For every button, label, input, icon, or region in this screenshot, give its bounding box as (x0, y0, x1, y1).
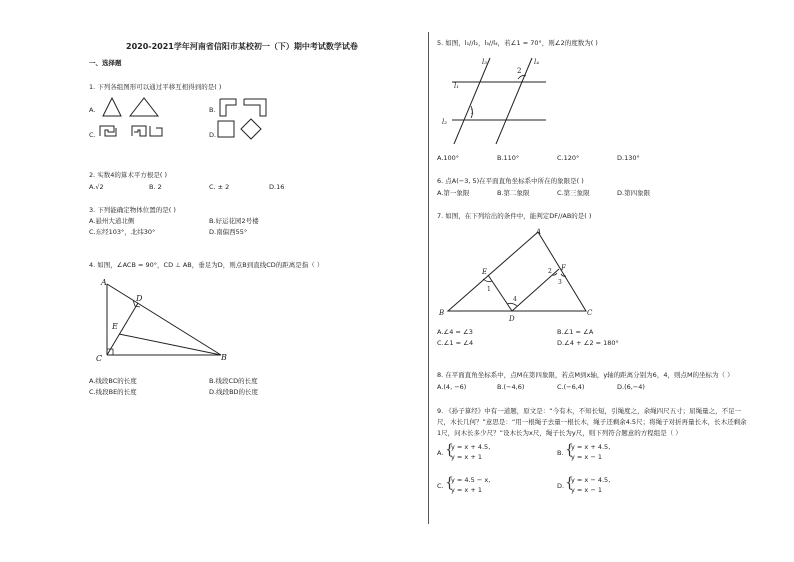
q4-label-e: E (112, 322, 118, 331)
q9-c-brace: { (445, 475, 454, 491)
q1-figure-d (216, 118, 266, 142)
q9-c-eq1: y = 4.5 − x, (451, 476, 491, 484)
q9-option-c[interactable]: C. (437, 482, 444, 490)
q9-b-eq1: y = x + 4.5, (571, 443, 611, 451)
q7-option-c[interactable]: C.∠1 = ∠4 (437, 339, 474, 347)
q9-line2: 尺，木长几何？”意思是：“用一根绳子去量一根长木，绳子还剩余4.5尺；将绳子对折再量长木，长木还剩余 (437, 418, 747, 426)
q7-figure (437, 226, 607, 324)
q6-option-a[interactable]: A.第一象限 (437, 189, 470, 197)
q7-option-d[interactable]: D.∠4 + ∠2 = 180° (557, 339, 619, 347)
q7-label-e: E (482, 268, 488, 276)
q6-option-c[interactable]: C.第三象限 (557, 189, 590, 197)
q6-option-b[interactable]: B.第二象限 (497, 189, 530, 197)
q9-d-eq2: y = x − 1 (571, 486, 602, 494)
q4-option-b[interactable]: B.线段CD的长度 (209, 377, 258, 385)
q5-option-d[interactable]: D.130° (617, 154, 640, 162)
q9-option-b[interactable]: B. (557, 449, 564, 457)
section-heading: 一、选择题 (89, 59, 122, 67)
q6-option-d[interactable]: D.第四象限 (617, 189, 651, 197)
q9-line1: 9. 《孙子算经》中有一道题，原文是：“今有木，不知长短，引绳度之，余绳四尺五寸；屈绳量之，不足一 (437, 407, 742, 415)
q4-label-d: D (136, 294, 143, 303)
q5-label-angle1: 1 (470, 108, 475, 116)
q7-option-b[interactable]: B.∠1 = ∠A (557, 328, 594, 336)
q9-d-eq1: y = x − 4.5, (571, 476, 611, 484)
q9-c-eq2: y = x + 1 (451, 486, 482, 494)
q7-label-c: C (587, 309, 593, 317)
q2-option-b[interactable]: B. 2 (149, 183, 162, 191)
q7-label-b: B (439, 309, 445, 317)
q3-option-a[interactable]: A.悬州大道北侧 (89, 217, 135, 225)
q1-option-b[interactable]: B. (209, 106, 216, 114)
q8-option-b[interactable]: B.(−4,6) (497, 383, 525, 391)
q1-figure-b (216, 94, 276, 120)
q8-option-a[interactable]: A.(4, −6) (437, 383, 467, 391)
column-divider (428, 32, 429, 524)
q4-label-a: A (101, 278, 107, 287)
q1-figure-c (96, 122, 166, 142)
q4-label-b: B (221, 353, 227, 362)
q2-option-d[interactable]: D.16 (269, 183, 285, 191)
q1-figure-a (96, 94, 166, 120)
q7-label-d: D (509, 315, 515, 323)
q9-d-brace: { (565, 475, 574, 491)
q4-label-c: C (96, 354, 103, 363)
q9-a-brace: { (445, 442, 454, 458)
q7-label-angle4: 4 (513, 296, 517, 303)
q7-label-angle2: 2 (548, 268, 552, 275)
q1-stem: 1. 下列各组图形可以通过平移互相得到的是( ) (89, 83, 222, 91)
q8-stem: 8. 在平面直角坐标系中，点M在第四象限，若点M到x轴，y轴的距离分别为6，4，则点M的坐标为（ ） (437, 371, 734, 379)
q5-label-l2: l₂ (442, 118, 448, 126)
q9-b-eq2: y = x − 1 (571, 453, 602, 461)
q7-label-a: A (536, 228, 542, 236)
q3-stem: 3. 下列能确定物体位置的是( ) (89, 206, 176, 214)
q3-option-c[interactable]: C.东经103°，北纬30° (89, 228, 156, 236)
q1-option-a[interactable]: A. (89, 106, 96, 114)
q7-label-f: F (561, 264, 566, 272)
q5-stem: 5. 如图，l₁//l₂，l₃//l₄，若∠1 = 70°，则∠2的度数为( ) (437, 39, 598, 47)
q5-option-b[interactable]: B.110° (497, 154, 520, 162)
q5-figure (440, 56, 550, 148)
q9-a-eq2: y = x + 1 (451, 453, 482, 461)
q5-label-l1: l₁ (454, 82, 460, 90)
q4-option-d[interactable]: D.线段BD的长度 (209, 388, 259, 396)
q2-option-c[interactable]: C. ± 2 (209, 183, 230, 191)
q5-option-a[interactable]: A.100° (437, 154, 460, 162)
q9-b-brace: { (565, 442, 574, 458)
q9-line3: 1尺，问木长多少尺？”设木长为x尺，绳子长为y尺，则下列符合题意的方程组是（ ） (437, 429, 682, 437)
q2-stem: 2. 实数4的算术平方根是( ) (89, 171, 168, 179)
q4-figure (95, 278, 235, 364)
q3-option-b[interactable]: B.好运花园2号楼 (209, 217, 259, 225)
q5-label-l4: l₄ (534, 58, 540, 66)
q8-option-c[interactable]: C.(−6,4) (557, 383, 585, 391)
q9-option-d[interactable]: D. (557, 482, 565, 490)
q7-option-a[interactable]: A.∠4 = ∠3 (437, 328, 473, 336)
q5-label-angle2: 2 (517, 67, 522, 75)
q1-option-d[interactable]: D. (209, 131, 217, 139)
q9-a-eq1: y = x + 4.5, (451, 443, 491, 451)
q2-option-a[interactable]: A.√2 (89, 183, 104, 191)
q4-stem: 4. 如图，∠ACB = 90°，CD ⊥ AB，垂足为D，则点B到直线CD的距离是指（ ） (89, 261, 324, 269)
q9-option-a[interactable]: A. (437, 449, 444, 457)
q5-option-c[interactable]: C.120° (557, 154, 580, 162)
q4-option-c[interactable]: C.线段BE的长度 (89, 388, 137, 396)
q7-label-angle3: 3 (558, 279, 562, 286)
q6-stem: 6. 点A(−3, 5)在平面直角坐标系中所在的象限是( ) (437, 177, 584, 185)
q3-option-d[interactable]: D.南偏西55° (209, 228, 248, 236)
q5-label-l3: l₃ (482, 58, 488, 66)
q7-stem: 7. 如图，在下列给出的条件中，能判定DF//AB的是( ) (437, 212, 592, 220)
q8-option-d[interactable]: D.(6,−4) (617, 383, 645, 391)
q7-label-angle1: 1 (487, 286, 491, 293)
q4-option-a[interactable]: A.线段BC的长度 (89, 377, 137, 385)
page-title: 2020-2021学年河南省信阳市某校初一（下）期中考试数学试卷 (126, 42, 358, 51)
q1-option-c[interactable]: C. (89, 131, 96, 139)
